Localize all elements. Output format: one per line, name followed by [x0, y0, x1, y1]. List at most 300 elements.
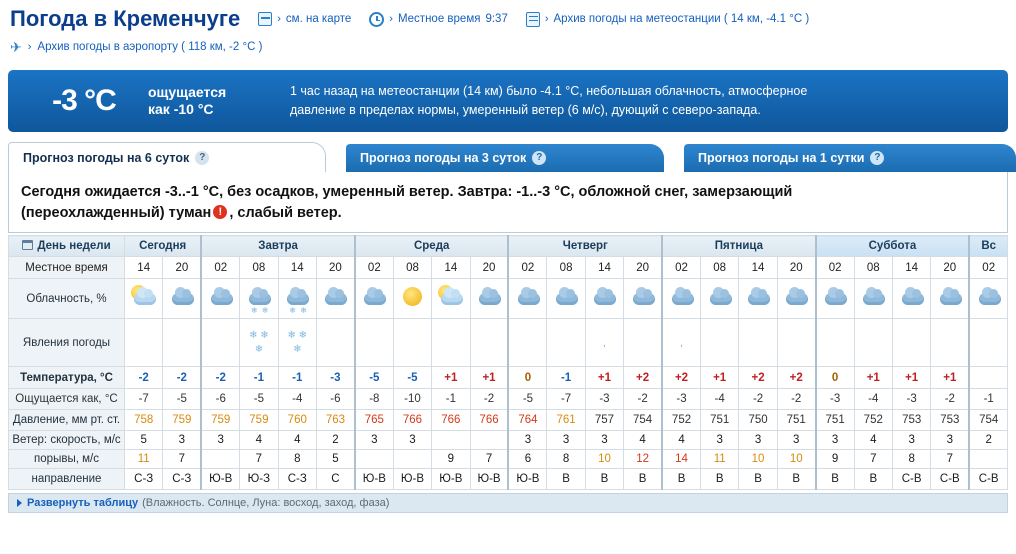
data-cell: 754 — [969, 410, 1007, 431]
data-cell: 14 — [278, 257, 316, 279]
data-cell: С-З — [125, 469, 163, 490]
table-row-feels-like — [9, 389, 1008, 410]
data-cell: 766 — [470, 410, 508, 431]
phenomena-cell — [969, 319, 1007, 367]
data-cell: 7 — [854, 450, 892, 469]
forecast-table — [8, 235, 1008, 490]
data-cell: 8 — [547, 450, 585, 469]
cloudy-icon — [204, 282, 238, 312]
data-cell: В — [816, 469, 854, 490]
data-cell: 3 — [355, 431, 393, 450]
cloud-cell — [163, 279, 201, 319]
local-time-group — [369, 12, 508, 27]
data-cell: 20 — [931, 257, 969, 279]
day-header-cell: Пятница — [662, 236, 816, 257]
cloud-cell — [969, 279, 1007, 319]
row-label: Явления погоды — [9, 319, 125, 367]
data-cell: 4 — [662, 431, 700, 450]
data-cell: 3 — [393, 431, 431, 450]
data-cell: -3 — [585, 389, 623, 410]
data-cell: 5 — [316, 450, 354, 469]
data-cell: 7 — [163, 450, 201, 469]
table-row-wind-gusts — [9, 450, 1008, 469]
data-cell: +1 — [585, 367, 623, 389]
current-feels-like — [148, 84, 268, 119]
cloud-cell — [240, 279, 278, 319]
data-cell: -7 — [125, 389, 163, 410]
data-cell: -1 — [278, 367, 316, 389]
data-cell: 14 — [125, 257, 163, 279]
tab-forecast-6-days[interactable] — [8, 142, 326, 172]
phenomena-cell — [278, 319, 316, 367]
data-cell: Ю-В — [355, 469, 393, 490]
data-cell: -2 — [739, 389, 777, 410]
data-cell: 759 — [240, 410, 278, 431]
row-label: Облачность, % — [9, 279, 125, 319]
cloudy-icon — [357, 282, 391, 312]
row-label: Температура, °C — [9, 367, 125, 389]
data-cell: -2 — [777, 389, 815, 410]
cloudy-icon — [511, 282, 545, 312]
summary-line-2 — [21, 203, 995, 224]
cloud-cell — [816, 279, 854, 319]
tab-label: Прогноз погоды на 3 суток — [360, 151, 527, 165]
data-cell: 7 — [240, 450, 278, 469]
data-cell: 08 — [547, 257, 585, 279]
data-cell: 08 — [854, 257, 892, 279]
expand-table-link[interactable]: Развернуть таблицу — [27, 497, 139, 510]
data-cell: Ю-В — [432, 469, 470, 490]
data-cell: +1 — [470, 367, 508, 389]
data-cell: -1 — [547, 367, 585, 389]
data-cell: 20 — [777, 257, 815, 279]
data-cell: 9 — [816, 450, 854, 469]
data-cell: -3 — [816, 389, 854, 410]
current-description — [290, 82, 807, 120]
cloudy-icon — [626, 282, 660, 312]
cloud-cell — [547, 279, 585, 319]
data-cell: 4 — [854, 431, 892, 450]
snow-cloud-icon: ❄ ❄ — [242, 282, 276, 312]
data-cell: -2 — [470, 389, 508, 410]
data-cell: 9 — [432, 450, 470, 469]
data-cell: 759 — [201, 410, 239, 431]
data-cell: 753 — [892, 410, 930, 431]
data-cell: С-В — [931, 469, 969, 490]
data-cell: +1 — [931, 367, 969, 389]
data-cell: -3 — [662, 389, 700, 410]
row-label: Ветер: скорость, м/с — [9, 431, 125, 450]
map-icon — [258, 12, 272, 26]
cloud-cell — [393, 279, 431, 319]
calendar-icon — [22, 240, 33, 250]
chevron-right-icon: › — [389, 13, 393, 25]
data-cell: +1 — [700, 367, 738, 389]
snowflake-icon: ❄ ❄ ❄ — [287, 329, 308, 355]
data-cell: -5 — [240, 389, 278, 410]
row-label: порывы, м/с — [9, 450, 125, 469]
data-cell: 757 — [585, 410, 623, 431]
data-cell: -10 — [393, 389, 431, 410]
data-cell: -2 — [163, 367, 201, 389]
help-icon[interactable]: ? — [532, 151, 546, 165]
phenomena-cell — [201, 319, 239, 367]
data-cell — [969, 367, 1007, 389]
day-header-cell: Вс — [969, 236, 1007, 257]
data-cell: -3 — [316, 367, 354, 389]
cloud-cell — [662, 279, 700, 319]
cloud-cell — [432, 279, 470, 319]
phenomena-cell — [777, 319, 815, 367]
data-cell: 0 — [816, 367, 854, 389]
day-header-cell: Четверг — [508, 236, 662, 257]
table-row-temperature — [9, 367, 1008, 389]
table-footer[interactable] — [8, 493, 1008, 513]
data-cell: 2 — [969, 431, 1007, 450]
data-cell: С-В — [969, 469, 1007, 490]
phenomena-cell — [931, 319, 969, 367]
data-cell: В — [700, 469, 738, 490]
data-cell: Ю-В — [508, 469, 546, 490]
data-cell: +2 — [777, 367, 815, 389]
summary-line-2-post: , слабый ветер. — [229, 205, 342, 222]
data-cell: +1 — [892, 367, 930, 389]
data-cell: 08 — [393, 257, 431, 279]
warning-icon: ! — [213, 205, 227, 219]
data-cell: 4 — [624, 431, 662, 450]
table-row-days — [9, 236, 1008, 257]
data-cell: 752 — [854, 410, 892, 431]
station-archive-group[interactable] — [526, 12, 809, 27]
cloud-cell — [931, 279, 969, 319]
data-cell: -2 — [624, 389, 662, 410]
tab-forecast-3-days[interactable] — [346, 144, 664, 172]
data-cell: Ю-В — [393, 469, 431, 490]
header-top-row — [10, 6, 1006, 32]
cloud-cell — [854, 279, 892, 319]
data-cell: В — [854, 469, 892, 490]
cloudy-icon — [741, 282, 775, 312]
data-cell: Ю-В — [201, 469, 239, 490]
data-cell: 14 — [662, 450, 700, 469]
cloud-cell — [316, 279, 354, 319]
day-header-cell: Сегодня — [125, 236, 202, 257]
data-cell: 752 — [662, 410, 700, 431]
data-cell: +2 — [662, 367, 700, 389]
data-cell: 3 — [201, 431, 239, 450]
table-row-phenomena — [9, 319, 1008, 367]
feels-like-value: как -10 °C — [148, 101, 214, 117]
help-icon[interactable]: ? — [870, 151, 884, 165]
data-cell: 766 — [393, 410, 431, 431]
day-header-cell: Суббота — [816, 236, 970, 257]
data-cell: 8 — [278, 450, 316, 469]
cloud-cell — [201, 279, 239, 319]
data-cell: 14 — [739, 257, 777, 279]
partly-cloudy-icon — [434, 282, 468, 312]
data-cell: 02 — [662, 257, 700, 279]
data-cell: 751 — [700, 410, 738, 431]
data-cell — [470, 431, 508, 450]
drizzle-icon: , — [680, 337, 683, 349]
data-cell: В — [547, 469, 585, 490]
cloudy-icon — [587, 282, 621, 312]
data-cell: +2 — [739, 367, 777, 389]
data-cell: -8 — [355, 389, 393, 410]
data-cell: С-З — [163, 469, 201, 490]
data-cell: 3 — [892, 431, 930, 450]
data-cell: 08 — [240, 257, 278, 279]
cloud-cell — [892, 279, 930, 319]
data-cell: 10 — [777, 450, 815, 469]
data-cell: 20 — [163, 257, 201, 279]
map-link-label[interactable]: см. на карте — [285, 13, 352, 25]
data-cell: 02 — [508, 257, 546, 279]
data-cell: -6 — [316, 389, 354, 410]
data-cell: 758 — [125, 410, 163, 431]
station-archive-link[interactable]: Архив погоды на метеостанции ( 14 км, -4.1 °C ) — [553, 13, 810, 25]
data-cell: 3 — [700, 431, 738, 450]
data-cell: 6 — [508, 450, 546, 469]
data-cell: 3 — [816, 431, 854, 450]
data-cell: +1 — [432, 367, 470, 389]
cloud-cell — [585, 279, 623, 319]
data-cell: -4 — [278, 389, 316, 410]
data-cell: 3 — [931, 431, 969, 450]
current-conditions-bar — [8, 70, 1008, 132]
cloudy-icon — [165, 282, 199, 312]
data-cell: В — [585, 469, 623, 490]
data-cell: 759 — [163, 410, 201, 431]
header-second-row[interactable] — [10, 40, 1006, 54]
data-cell: 761 — [547, 410, 585, 431]
data-cell: 751 — [777, 410, 815, 431]
cloudy-icon — [472, 282, 506, 312]
data-cell: 751 — [816, 410, 854, 431]
data-cell: -2 — [125, 367, 163, 389]
data-cell: -4 — [854, 389, 892, 410]
tab-forecast-1-day[interactable] — [684, 144, 1016, 172]
feels-like-label: ощущается — [148, 83, 227, 100]
data-cell — [969, 450, 1007, 469]
data-cell: -5 — [163, 389, 201, 410]
cloud-cell — [624, 279, 662, 319]
data-cell: 4 — [278, 431, 316, 450]
cloudy-icon — [972, 282, 1006, 312]
forecast-table-wrapper — [8, 235, 1008, 490]
cloud-cell — [700, 279, 738, 319]
phenomena-cell — [854, 319, 892, 367]
data-cell: 20 — [316, 257, 354, 279]
page-header — [0, 0, 1016, 70]
data-cell: 7 — [931, 450, 969, 469]
day-header-cell: Среда — [355, 236, 509, 257]
chevron-right-icon: › — [544, 13, 549, 25]
station-icon — [526, 12, 540, 27]
row-label: Ощущается как, °C — [9, 389, 125, 410]
day-header-cell: Завтра — [201, 236, 355, 257]
data-cell: -1 — [240, 367, 278, 389]
data-cell: 4 — [240, 431, 278, 450]
data-cell: В — [739, 469, 777, 490]
data-cell: 750 — [739, 410, 777, 431]
data-cell: 02 — [355, 257, 393, 279]
cloudy-icon — [549, 282, 583, 312]
cloudy-icon — [933, 282, 967, 312]
current-temperature: -3 °C — [52, 84, 116, 117]
phenomena-cell — [393, 319, 431, 367]
data-cell: 765 — [355, 410, 393, 431]
data-cell: 11 — [125, 450, 163, 469]
cloud-cell — [470, 279, 508, 319]
cloud-cell — [278, 279, 316, 319]
forecast-tabs — [8, 140, 1008, 172]
cloud-cell — [125, 279, 163, 319]
data-cell: 14 — [432, 257, 470, 279]
data-cell: В — [777, 469, 815, 490]
snowflake-icon: ❄ ❄ ❄ — [249, 329, 269, 355]
summary-line-2-pre: (переохлажденный) туман — [21, 205, 212, 222]
summary-line-1: Сегодня ожидается -3..-1 °C, без осадков, умеренный ветер. Завтра: -1..-3 °C, обложной снег, замерзающий — [21, 184, 793, 200]
day-header-label: День недели — [37, 240, 111, 253]
phenomena-cell — [163, 319, 201, 367]
data-cell: 3 — [777, 431, 815, 450]
cloudy-icon — [318, 282, 352, 312]
help-icon[interactable]: ? — [195, 151, 209, 165]
phenomena-cell — [470, 319, 508, 367]
data-cell: 3 — [547, 431, 585, 450]
phenomena-cell — [125, 319, 163, 367]
phenomena-cell — [316, 319, 354, 367]
data-cell: 14 — [585, 257, 623, 279]
data-cell: -7 — [547, 389, 585, 410]
phenomena-cell — [585, 319, 623, 367]
data-cell: 20 — [470, 257, 508, 279]
data-cell: 20 — [624, 257, 662, 279]
current-description-line2: давление в пределах нормы, умеренный ветер (6 м/с), дующий с северо-запада. — [290, 103, 761, 117]
data-cell: В — [662, 469, 700, 490]
phenomena-cell — [432, 319, 470, 367]
clock-icon — [369, 12, 384, 27]
data-cell: 766 — [432, 410, 470, 431]
airport-archive-link[interactable]: Архив погоды в аэропорту ( 118 км, -2 °C ) — [37, 41, 263, 53]
local-time-label: Местное время — [397, 13, 481, 25]
data-cell: +2 — [624, 367, 662, 389]
data-cell: 763 — [316, 410, 354, 431]
expand-table-hint: (Влажность. Солнце, Луна: восход, заход, фаза) — [142, 497, 390, 510]
cloudy-icon — [703, 282, 737, 312]
tab-label: Прогноз погоды на 1 сутки — [698, 151, 865, 165]
table-header-day-label — [9, 236, 125, 257]
data-cell: 760 — [278, 410, 316, 431]
data-cell: 02 — [969, 257, 1007, 279]
data-cell: 02 — [816, 257, 854, 279]
data-cell — [432, 431, 470, 450]
data-cell: -6 — [201, 389, 239, 410]
data-cell: 8 — [892, 450, 930, 469]
phenomena-cell — [662, 319, 700, 367]
cloud-cell — [777, 279, 815, 319]
data-cell: 12 — [624, 450, 662, 469]
phenomena-cell — [508, 319, 546, 367]
cloud-cell — [355, 279, 393, 319]
cloudy-icon — [665, 282, 699, 312]
data-cell: 02 — [201, 257, 239, 279]
sun-icon — [395, 282, 429, 312]
data-cell: С — [316, 469, 354, 490]
page-title: Погода в Кременчуге — [10, 6, 241, 31]
chevron-right-icon: › — [27, 41, 32, 53]
data-cell: 10 — [739, 450, 777, 469]
table-row-time — [9, 257, 1008, 279]
data-cell: 14 — [892, 257, 930, 279]
forecast-summary — [8, 172, 1008, 233]
local-time-value: 9:37 — [485, 13, 508, 25]
chevron-right-icon: › — [277, 13, 281, 25]
cloud-cell — [739, 279, 777, 319]
data-cell: 08 — [700, 257, 738, 279]
data-cell — [355, 450, 393, 469]
map-link-group[interactable] — [258, 12, 351, 26]
data-cell: С-В — [892, 469, 930, 490]
data-cell: С-З — [278, 469, 316, 490]
data-cell: -5 — [355, 367, 393, 389]
cloudy-icon — [856, 282, 890, 312]
phenomena-cell — [355, 319, 393, 367]
data-cell: 7 — [470, 450, 508, 469]
cloudy-icon — [818, 282, 852, 312]
snow-cloud-icon: ❄ ❄ — [280, 282, 314, 312]
phenomena-cell — [547, 319, 585, 367]
data-cell: 764 — [508, 410, 546, 431]
data-cell: 753 — [931, 410, 969, 431]
expand-triangle-icon — [17, 499, 22, 507]
data-cell: 10 — [585, 450, 623, 469]
data-cell: -4 — [700, 389, 738, 410]
current-description-line1: 1 час назад на метеостанции (14 км) было -4.1 °C, небольшая облачность, атмосферное — [290, 84, 808, 99]
data-cell: -2 — [931, 389, 969, 410]
data-cell: 5 — [125, 431, 163, 450]
cloudy-icon — [779, 282, 813, 312]
table-row-pressure — [9, 410, 1008, 431]
data-cell: 3 — [739, 431, 777, 450]
table-row-wind-speed — [9, 431, 1008, 450]
data-cell: -2 — [201, 367, 239, 389]
data-cell: 3 — [585, 431, 623, 450]
row-label: Местное время — [9, 257, 125, 279]
partly-cloudy-icon — [127, 282, 161, 312]
phenomena-cell — [240, 319, 278, 367]
tab-label: Прогноз погоды на 6 суток — [23, 150, 190, 165]
data-cell: Ю-В — [470, 469, 508, 490]
data-cell: 3 — [508, 431, 546, 450]
data-cell: 0 — [508, 367, 546, 389]
phenomena-cell — [700, 319, 738, 367]
phenomena-cell — [816, 319, 854, 367]
airplane-icon: ✈ — [10, 39, 22, 55]
cloud-cell — [508, 279, 546, 319]
phenomena-cell — [624, 319, 662, 367]
data-cell: +1 — [854, 367, 892, 389]
table-row-wind-direction — [9, 469, 1008, 490]
phenomena-cell — [739, 319, 777, 367]
table-row-cloudiness — [9, 279, 1008, 319]
data-cell: 2 — [316, 431, 354, 450]
data-cell: 754 — [624, 410, 662, 431]
data-cell: -1 — [969, 389, 1007, 410]
data-cell — [201, 450, 239, 469]
data-cell — [393, 450, 431, 469]
